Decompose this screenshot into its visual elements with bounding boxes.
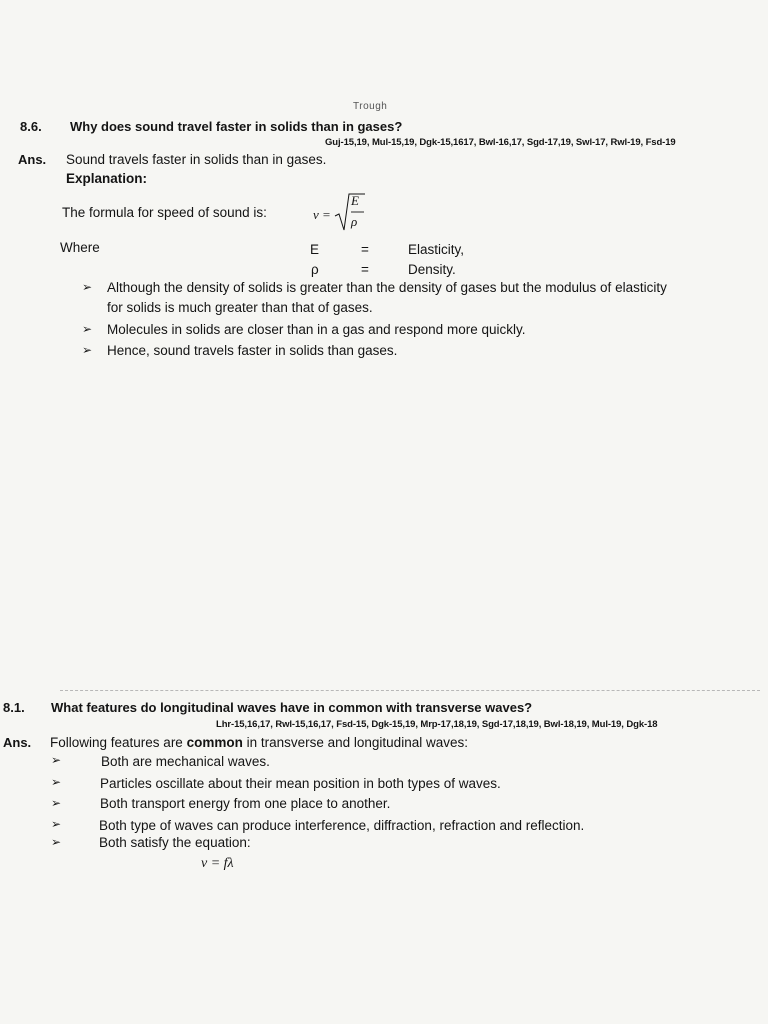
wave-equation: v = fλ xyxy=(201,856,234,871)
answer-label: Ans. xyxy=(3,735,32,750)
bullet-text: Molecules in solids are closer than in a gas and respond more quickly. xyxy=(107,322,526,337)
formula-numerator: E xyxy=(351,193,359,208)
arrowhead-bullet-icon: ➢ xyxy=(51,753,62,767)
bullet-text: Hence, sound travels faster in solids than gases. xyxy=(107,343,398,358)
where-label: Where xyxy=(60,240,100,255)
definition-meaning: Density. xyxy=(408,262,456,277)
square-root-icon xyxy=(334,192,366,232)
arrowhead-bullet-icon: ➢ xyxy=(82,280,93,294)
formula-lhs: v = xyxy=(313,207,331,222)
answer-intro: Following features are common in transverse and longitudinal waves: xyxy=(50,735,468,750)
arrowhead-bullet-icon: ➢ xyxy=(51,796,62,810)
arrowhead-bullet-icon: ➢ xyxy=(82,322,93,336)
formula-intro: The formula for speed of sound is: xyxy=(62,205,267,220)
arrowhead-bullet-icon: ➢ xyxy=(51,817,62,831)
definition-equals: = xyxy=(361,242,369,257)
definition-symbol: ρ xyxy=(311,262,319,277)
definition-equals: = xyxy=(361,262,369,277)
arrowhead-bullet-icon: ➢ xyxy=(51,775,62,789)
bullet-text-continued: for solids is much greater than that of gases. xyxy=(107,300,373,315)
arrowhead-bullet-icon: ➢ xyxy=(82,343,93,357)
definition-symbol: E xyxy=(310,242,320,257)
bullet-text: Both are mechanical waves. xyxy=(101,754,270,769)
answer-line: Sound travels faster in solids than in gases. xyxy=(66,152,327,167)
bullet-text: Although the density of solids is greater than the density of gases but the modulus of elasticity xyxy=(107,280,667,295)
bullet-text: Particles oscillate about their mean position in both types of waves. xyxy=(100,776,501,791)
question-text: Why does sound travel faster in solids than in gases? xyxy=(70,119,403,134)
formula-denominator: ρ xyxy=(351,214,358,229)
board-references: Guj-15,19, Mul-15,19, Dgk-15,1617, Bwl-16,17, Sgd-17,19, Swl-17, Rwl-19, Fsd-19 xyxy=(325,137,676,148)
explanation-label: Explanation: xyxy=(66,171,148,186)
bullet-text: Both type of waves can produce interference, diffraction, refraction and reflection. xyxy=(99,818,585,833)
bullet-text: Both satisfy the equation: xyxy=(99,835,251,850)
question-number: 8.6. xyxy=(20,119,42,134)
bullet-text: Both transport energy from one place to another. xyxy=(100,796,391,811)
question-number: 8.1. xyxy=(3,700,25,715)
definition-meaning: Elasticity, xyxy=(408,242,465,257)
arrowhead-bullet-icon: ➢ xyxy=(51,835,62,849)
answer-label: Ans. xyxy=(18,152,47,167)
question-text: What features do longitudinal waves have in common with transverse waves? xyxy=(51,700,533,715)
section-divider xyxy=(60,690,760,691)
cut-off-heading-fragment: Trough xyxy=(353,101,388,112)
board-references: Lhr-15,16,17, Rwl-15,16,17, Fsd-15, Dgk-15,19, Mrp-17,18,19, Sgd-17,18,19, Bwl-18,19, Mul-19, Dgk-18 xyxy=(216,719,658,730)
